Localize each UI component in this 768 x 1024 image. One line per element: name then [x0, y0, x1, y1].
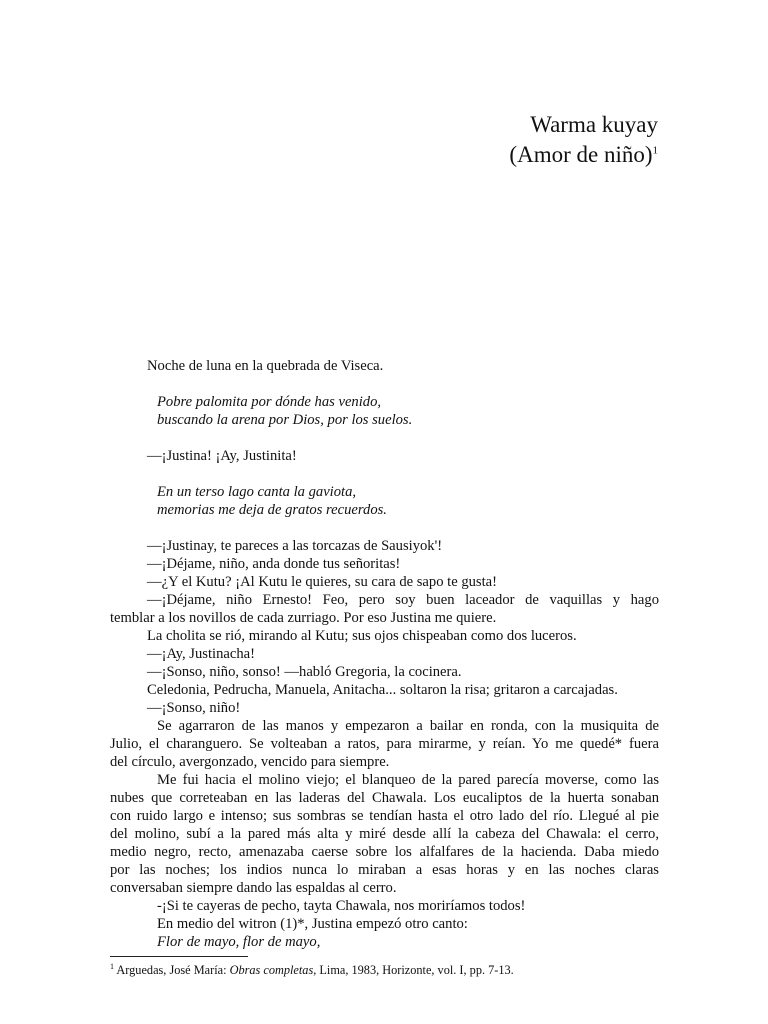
- footnote-ref[interactable]: 1: [652, 144, 658, 157]
- verse-line: Flor de mayo, flor de mayo,: [157, 934, 321, 950]
- footnote-details: Lima, 1983, Horizonte, vol. I, pp. 7-13.: [316, 963, 514, 978]
- dialogue-line: —¡Déjame, niño Ernesto! Feo, pero soy buen laceador de vaquillas y hago: [147, 592, 659, 608]
- body-text: [110, 357, 659, 951]
- dialogue-line: —¡Ay, Justinacha!: [147, 646, 255, 662]
- text-line: La cholita se rió, mirando al Kutu; sus ojos chispeaban como dos luceros.: [147, 628, 577, 644]
- paragraph-line: del molino, subí a la pared más alta y miré desde allí la cabeza del Chawala: el cerro,: [110, 826, 659, 842]
- dialogue-line: —¡Justinay, te pareces a las torcazas de Sausiyok'!: [147, 538, 443, 554]
- subtitle-text: (Amor de niño): [509, 142, 653, 167]
- title-subtitle: [509, 140, 658, 170]
- paragraph-line: nubes que correteaban en las laderas del Chawala. Los eucaliptos de la huerta sonaban: [110, 790, 659, 806]
- footnote-divider: [110, 956, 248, 957]
- dialogue-line: —¡Sonso, niño!: [147, 700, 241, 716]
- paragraph-line: medio negro, recto, amenazaba caerse sobre los alfalfares de la hacienda. Daba miedo: [110, 844, 659, 860]
- paragraph-line: por las noches; los indios nunca lo miraban a esas horas y en las noches claras: [110, 862, 659, 878]
- text-line: En medio del witron (1)*, Justina empezó otro canto:: [157, 916, 468, 932]
- paragraph-line: conversaban siempre dando las espaldas al cerro.: [110, 880, 397, 896]
- dialogue-line: —¿Y el Kutu? ¡Al Kutu le quieres, su cara de sapo te gusta!: [147, 574, 498, 590]
- paragraph-line: Se agarraron de las manos y empezaron a bailar en ronda, con la musiquita de: [157, 718, 659, 734]
- dialogue-line: —¡Justina! ¡Ay, Justinita!: [147, 448, 297, 464]
- verse-line: buscando la arena por Dios, por los suelos.: [157, 412, 413, 428]
- dialogue-line: —¡Sonso, niño, sonso! —habló Gregoria, la cocinera.: [147, 664, 462, 680]
- paragraph-line: del círculo, avergonzado, vencido para siempre.: [110, 754, 390, 770]
- footnote-author: Arguedas, José María:: [116, 963, 230, 978]
- verse-line: memorias me deja de gratos recuerdos.: [157, 502, 387, 518]
- text-line: Noche de luna en la quebrada de Viseca.: [147, 358, 384, 374]
- verse-line: Pobre palomita por dónde has venido,: [157, 394, 382, 410]
- verse-line: En un terso lago canta la gaviota,: [157, 484, 357, 500]
- footnote-number: 1: [110, 962, 114, 971]
- title-main: Warma kuyay: [530, 112, 658, 137]
- dialogue-line: —¡Déjame, niño, anda donde tus señoritas!: [147, 556, 401, 572]
- footnote-work-title: Obras completas,: [229, 963, 317, 978]
- chapter-title: [509, 110, 658, 170]
- paragraph-line: con ruido largo e intenso; sus sombras se tendían hasta el otro lado del río. Llegué al pie: [110, 808, 659, 824]
- text-line: Celedonia, Pedrucha, Manuela, Anitacha... soltaron la risa; gritaron a carcajadas.: [147, 682, 618, 698]
- dialogue-line: temblar a los novillos de cada zurriago. Por eso Justina me quiere.: [110, 610, 497, 626]
- dialogue-line: -¡Si te cayeras de pecho, tayta Chawala, nos moriríamos todos!: [157, 898, 526, 914]
- footnote: [110, 962, 514, 978]
- paragraph-line: Me fui hacia el molino viejo; el blanqueo de la pared parecía moverse, como las: [157, 772, 659, 788]
- paragraph-line: Julio, el charanguero. Se volteaban a ratos, para mirarme, y reían. Yo me quedé* fuera: [110, 736, 659, 752]
